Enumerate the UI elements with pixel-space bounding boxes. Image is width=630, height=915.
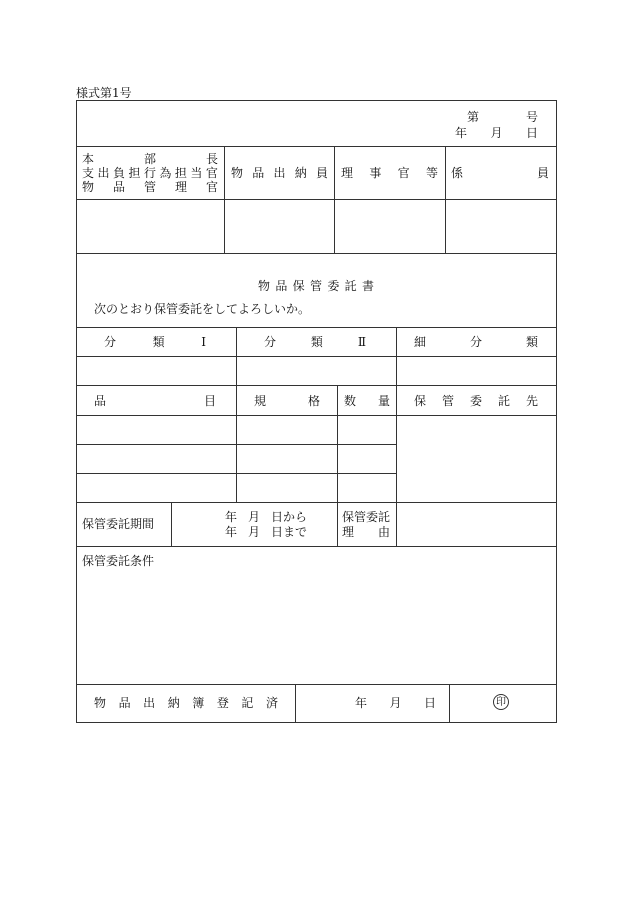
approval-goods-officer: 物 品 出 納 員 bbox=[231, 166, 328, 180]
rule-title-bottom bbox=[76, 327, 557, 328]
reason-label-line2: 理 由 bbox=[342, 525, 390, 539]
col-items-2 bbox=[337, 385, 338, 546]
rule-period-bottom bbox=[76, 546, 557, 547]
rule-items-body-bottom bbox=[76, 502, 557, 503]
col-approval-3 bbox=[445, 146, 446, 253]
approval-clerk: 係 員 bbox=[451, 166, 549, 180]
detail-class-header: 細 分 類 bbox=[414, 335, 538, 349]
doc-date: 年 月 日 bbox=[455, 126, 538, 140]
spec-header: 規 格 bbox=[254, 394, 320, 408]
class2-header: 分 類 Ⅱ bbox=[264, 335, 366, 349]
col-items-1 bbox=[236, 385, 237, 502]
registry-label: 物 品 出 納 簿 登 記 済 bbox=[94, 696, 278, 710]
document-title: 物 品 保 管 委 託 書 bbox=[258, 279, 374, 293]
rule-conditions-bottom bbox=[76, 684, 557, 685]
conditions-label: 保管委託条件 bbox=[82, 554, 155, 568]
period-label: 保管委託期間 bbox=[82, 517, 155, 531]
quantity-header: 数 量 bbox=[344, 394, 390, 408]
col-registry-1 bbox=[295, 684, 296, 723]
trustee-header: 保 管 委 託 先 bbox=[414, 394, 538, 408]
seal-mark: 印 bbox=[493, 694, 509, 710]
rule-approval-body-bottom bbox=[76, 253, 557, 254]
item-header: 品 目 bbox=[94, 394, 216, 408]
col-approval-1 bbox=[224, 146, 225, 253]
period-to: 年 月 日まで bbox=[225, 525, 307, 539]
intro-text: 次のとおり保管委託をしてよろしいか。 bbox=[94, 302, 311, 316]
rule-approval-header-bottom bbox=[76, 199, 557, 200]
form-number: 様式第1号 bbox=[76, 86, 132, 100]
approval-director-line1: 本 部 長 bbox=[82, 152, 218, 166]
rule-items-header-bottom bbox=[76, 415, 557, 416]
class1-header: 分 類 Ⅰ bbox=[104, 335, 206, 349]
col-class-1 bbox=[236, 327, 237, 385]
rule-class-body-bottom bbox=[76, 385, 557, 386]
col-period-1 bbox=[171, 502, 172, 546]
col-items-3 bbox=[396, 385, 397, 546]
col-approval-2 bbox=[334, 146, 335, 253]
approval-director-line3: 物 品 管 理 官 bbox=[82, 180, 218, 194]
col-registry-2 bbox=[449, 684, 450, 723]
approval-board-member: 理 事 官 等 bbox=[341, 166, 438, 180]
registry-date: 年 月 日 bbox=[355, 696, 436, 710]
col-class-2 bbox=[396, 327, 397, 385]
reason-label-line1: 保管委託 bbox=[342, 510, 391, 524]
approval-director-line2: 支 出 負 担 行 為 担 当 官 bbox=[82, 166, 218, 180]
doc-number: 第 号 bbox=[467, 110, 538, 124]
rule-class-header-bottom bbox=[76, 356, 557, 357]
period-from: 年 月 日から bbox=[225, 510, 307, 524]
rule-header-bottom bbox=[76, 146, 557, 147]
